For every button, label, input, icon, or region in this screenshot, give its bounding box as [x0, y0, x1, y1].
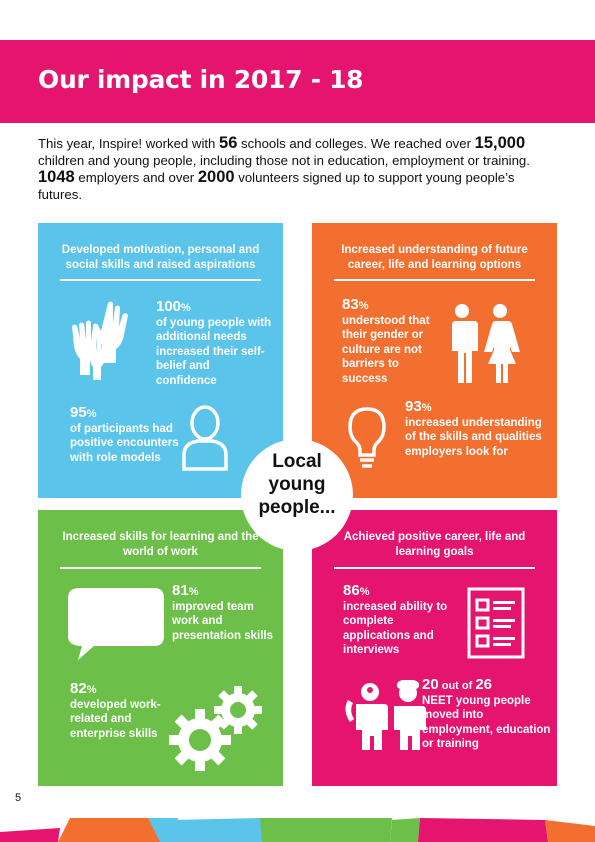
intro-number: 1048 — [38, 168, 75, 186]
panel-title: Developed motivation, personal and social skills and raised aspirations — [61, 244, 260, 271]
divider — [60, 279, 261, 281]
stat-83 — [342, 298, 442, 386]
page-title: Our impact in 2017 - 18 — [38, 65, 364, 94]
intro-text: schools and colleges. We reached over — [237, 136, 475, 151]
man-woman-icon — [442, 303, 522, 385]
stat-text: increased understanding of the skills and qualities employers look for — [405, 416, 542, 458]
stat-number: 81 — [172, 582, 189, 599]
stat-number: 26 — [475, 676, 493, 693]
stat-text: NEET young people moved into employment, education or training — [422, 694, 551, 750]
badge-line: Local — [272, 451, 322, 472]
intro-text: volunteers signed up to support young people’s futures. — [38, 170, 515, 202]
stat-20-of-26 — [422, 678, 552, 752]
stat-text: developed work-related and enterprise skills — [70, 698, 161, 740]
stat-number: 83 — [342, 296, 359, 313]
stat-100 — [156, 300, 271, 388]
stat-unit: % — [86, 684, 97, 696]
badge-line: young — [268, 474, 326, 495]
decorative-footer-strip — [0, 818, 595, 842]
stat-number: 93 — [405, 398, 422, 415]
gears-icon — [168, 682, 268, 774]
divider — [334, 567, 535, 569]
intro-number: 56 — [219, 134, 238, 152]
intro-text: This year, Inspire! worked with — [38, 136, 220, 151]
stat-unit: % — [421, 402, 432, 414]
stat-unit: % — [188, 586, 199, 598]
panel-title: Increased skills for learning and the world of work — [62, 531, 259, 558]
raised-hands-icon — [68, 298, 132, 380]
stat-number: 95 — [70, 404, 87, 421]
speech-bubble-icon — [66, 586, 166, 662]
intro-paragraph — [38, 135, 558, 203]
stat-unit: % — [359, 586, 370, 598]
stat-unit: % — [358, 300, 369, 312]
panel-skills — [38, 510, 283, 786]
stat-unit: % — [86, 408, 97, 420]
stat-number: 86 — [343, 582, 360, 599]
page-number: 5 — [15, 792, 22, 804]
divider — [334, 279, 535, 281]
stat-text: increased ability to complete applications and interviews — [343, 600, 448, 656]
intro-text: children and young people, including those not in education, employment or training. — [38, 153, 530, 168]
stat-95 — [70, 406, 180, 465]
stat-86 — [343, 584, 453, 658]
intro-text: employers and over — [74, 170, 198, 185]
person-outline-icon — [180, 403, 230, 475]
local-young-people-badge — [241, 439, 353, 551]
workers-icon — [340, 680, 432, 752]
stat-number: 100 — [156, 298, 182, 315]
checklist-icon — [467, 587, 525, 659]
stat-81 — [172, 584, 282, 643]
badge-line: people... — [258, 497, 336, 518]
stat-82 — [70, 682, 180, 741]
stat-text: of participants had positive encounters with role models — [70, 422, 179, 464]
title-banner — [0, 40, 595, 123]
stat-text: understood that their gender or culture are not barriers to success — [342, 314, 430, 385]
panel-title: Achieved positive career, life and learning goals — [343, 531, 526, 558]
stat-connector: out of — [438, 680, 476, 692]
stat-text: of young people with additional needs increased their self-belief and confidence — [156, 316, 271, 387]
panel-goals — [312, 510, 557, 786]
stat-unit: % — [181, 302, 191, 314]
badge-text — [241, 450, 353, 519]
divider — [60, 567, 261, 569]
intro-number: 15,000 — [474, 134, 526, 152]
panel-title: Increased understanding of future career, life and learning options — [341, 244, 528, 271]
stat-93 — [405, 400, 545, 459]
stat-number: 82 — [70, 680, 87, 697]
intro-number: 2000 — [197, 168, 235, 186]
stat-text: improved team work and presentation skills — [172, 600, 273, 642]
stat-number: 20 — [422, 676, 439, 693]
